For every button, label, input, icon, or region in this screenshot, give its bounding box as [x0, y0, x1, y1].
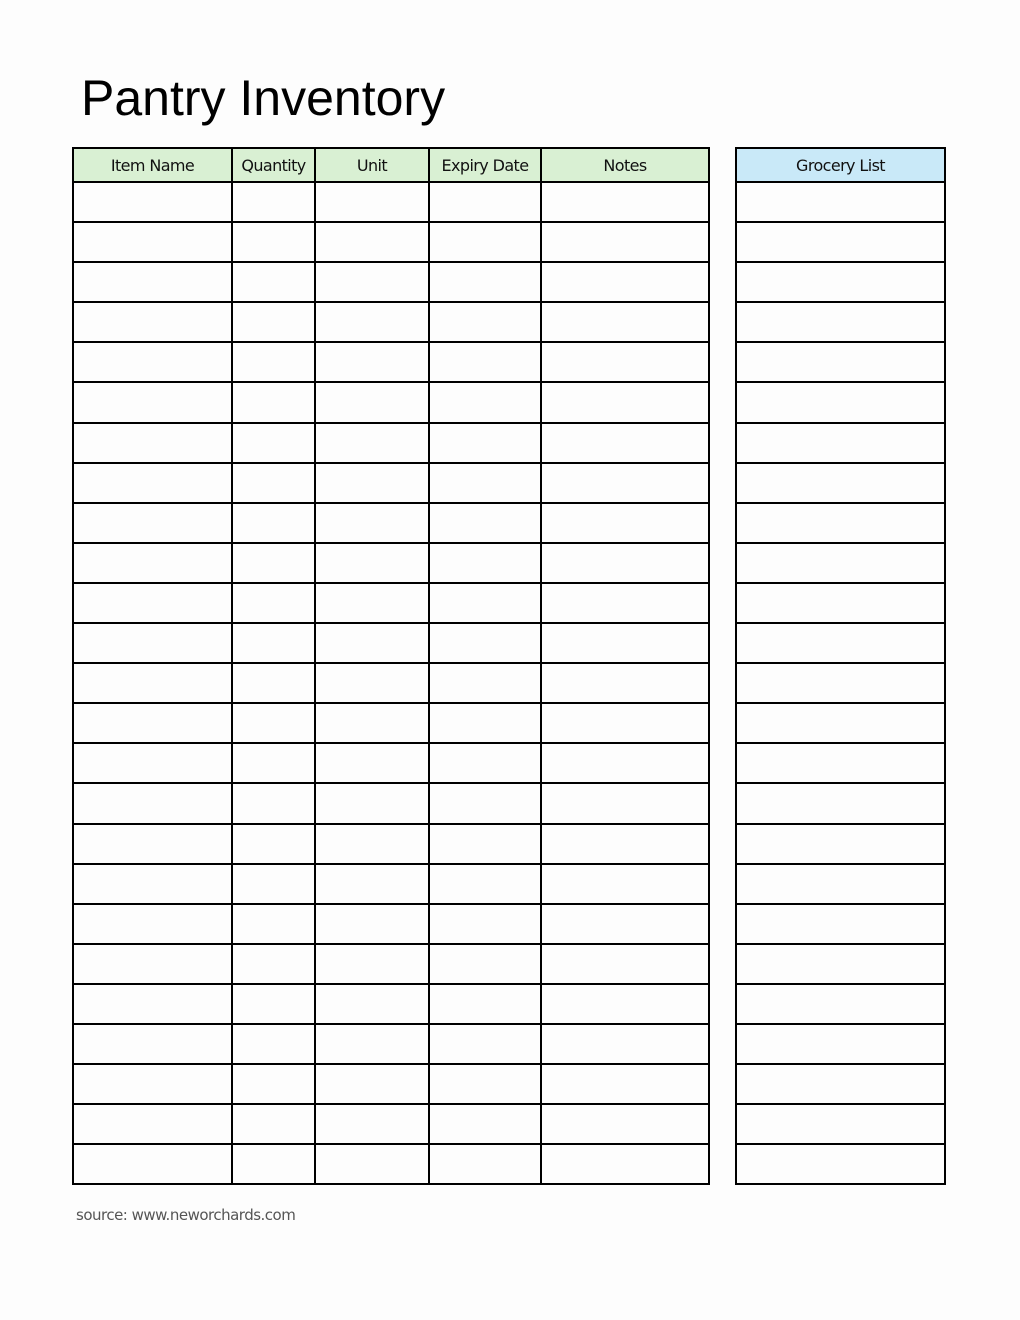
- table-cell[interactable]: [73, 783, 232, 823]
- table-row: [73, 222, 709, 262]
- source-footer: source: www.neworchards.com: [76, 1206, 296, 1224]
- table-row: [73, 1064, 709, 1104]
- table-cell[interactable]: [429, 222, 541, 262]
- table-row: [73, 1024, 709, 1064]
- table-cell[interactable]: [315, 1064, 429, 1104]
- table-cell[interactable]: [429, 824, 541, 864]
- table-cell[interactable]: [73, 743, 232, 783]
- grocery-cell[interactable]: [736, 864, 945, 904]
- table-cell[interactable]: [541, 182, 709, 222]
- grocery-cell[interactable]: [736, 904, 945, 944]
- table-cell[interactable]: [315, 503, 429, 543]
- grocery-cell[interactable]: [736, 743, 945, 783]
- table-cell[interactable]: [429, 543, 541, 583]
- table-row: [736, 1104, 945, 1144]
- table-row: [73, 1104, 709, 1144]
- table-row: [73, 703, 709, 743]
- grocery-list-table: [735, 147, 946, 1185]
- table-cell[interactable]: [232, 824, 315, 864]
- column-header-item-name: Item Name: [73, 148, 232, 182]
- table-cell[interactable]: [315, 583, 429, 623]
- grocery-cell[interactable]: [736, 824, 945, 864]
- table-row: [736, 1064, 945, 1104]
- table-row: [736, 222, 945, 262]
- grocery-cell[interactable]: [736, 262, 945, 302]
- table-row: [73, 583, 709, 623]
- table-cell[interactable]: [73, 663, 232, 703]
- grocery-cell[interactable]: [736, 583, 945, 623]
- table-cell[interactable]: [73, 302, 232, 342]
- table-cell[interactable]: [315, 623, 429, 663]
- table-row: [736, 1024, 945, 1064]
- table-row: [736, 503, 945, 543]
- table-cell[interactable]: [73, 864, 232, 904]
- table-cell[interactable]: [429, 302, 541, 342]
- table-cell[interactable]: [73, 984, 232, 1024]
- table-cell[interactable]: [232, 302, 315, 342]
- table-cell[interactable]: [232, 783, 315, 823]
- table-cell[interactable]: [315, 944, 429, 984]
- table-cell[interactable]: [232, 1064, 315, 1104]
- table-row: [736, 783, 945, 823]
- table-cell[interactable]: [232, 382, 315, 422]
- table-cell[interactable]: [73, 1064, 232, 1104]
- grocery-cell[interactable]: [736, 944, 945, 984]
- table-row: [73, 984, 709, 1024]
- column-header-unit: Unit: [315, 148, 429, 182]
- table-cell[interactable]: [429, 904, 541, 944]
- grocery-cell[interactable]: [736, 1144, 945, 1184]
- table-row: [73, 302, 709, 342]
- table-cell[interactable]: [541, 984, 709, 1024]
- table-row: [73, 743, 709, 783]
- table-cell[interactable]: [429, 1144, 541, 1184]
- table-cell[interactable]: [315, 342, 429, 382]
- grocery-rows: [736, 182, 945, 1184]
- table-row: [73, 904, 709, 944]
- column-header-quantity: Quantity: [232, 148, 315, 182]
- table-cell[interactable]: [429, 1104, 541, 1144]
- grocery-cell[interactable]: [736, 1104, 945, 1144]
- grocery-cell[interactable]: [736, 783, 945, 823]
- table-cell[interactable]: [315, 783, 429, 823]
- table-cell[interactable]: [541, 1104, 709, 1144]
- table-cell[interactable]: [232, 583, 315, 623]
- table-cell[interactable]: [315, 182, 429, 222]
- table-cell[interactable]: [232, 703, 315, 743]
- table-cell[interactable]: [73, 623, 232, 663]
- table-row: [73, 623, 709, 663]
- table-row: [73, 824, 709, 864]
- table-cell[interactable]: [232, 1104, 315, 1144]
- table-row: [73, 543, 709, 583]
- table-cell[interactable]: [73, 543, 232, 583]
- table-cell[interactable]: [429, 262, 541, 302]
- table-cell[interactable]: [232, 1024, 315, 1064]
- table-row: [736, 984, 945, 1024]
- table-cell[interactable]: [73, 1024, 232, 1064]
- grocery-cell[interactable]: [736, 623, 945, 663]
- table-cell[interactable]: [429, 743, 541, 783]
- table-row: [73, 423, 709, 463]
- grocery-cell[interactable]: [736, 503, 945, 543]
- table-row: [73, 503, 709, 543]
- table-cell[interactable]: [541, 663, 709, 703]
- table-cell[interactable]: [429, 423, 541, 463]
- table-cell[interactable]: [315, 1024, 429, 1064]
- table-row: [736, 623, 945, 663]
- table-row: [736, 864, 945, 904]
- table-cell[interactable]: [232, 663, 315, 703]
- grocery-cell[interactable]: [736, 222, 945, 262]
- table-cell[interactable]: [429, 382, 541, 422]
- grocery-cell[interactable]: [736, 703, 945, 743]
- table-cell[interactable]: [232, 1144, 315, 1184]
- table-cell[interactable]: [541, 222, 709, 262]
- table-cell[interactable]: [429, 1024, 541, 1064]
- table-cell[interactable]: [429, 583, 541, 623]
- grocery-cell[interactable]: [736, 1064, 945, 1104]
- table-cell[interactable]: [541, 423, 709, 463]
- table-row: [736, 663, 945, 703]
- table-cell[interactable]: [429, 783, 541, 823]
- table-row: [736, 342, 945, 382]
- table-row: [736, 703, 945, 743]
- table-row: [73, 783, 709, 823]
- table-cell[interactable]: [541, 463, 709, 503]
- inventory-table: [72, 147, 710, 1185]
- table-cell[interactable]: [315, 703, 429, 743]
- table-cell[interactable]: [73, 583, 232, 623]
- table-cell[interactable]: [541, 944, 709, 984]
- table-cell[interactable]: [232, 463, 315, 503]
- table-cell[interactable]: [73, 182, 232, 222]
- table-cell[interactable]: [315, 904, 429, 944]
- table-cell[interactable]: [429, 623, 541, 663]
- table-cell[interactable]: [541, 262, 709, 302]
- table-cell[interactable]: [541, 1024, 709, 1064]
- table-cell[interactable]: [541, 743, 709, 783]
- table-cell[interactable]: [315, 1104, 429, 1144]
- grocery-cell[interactable]: [736, 663, 945, 703]
- table-cell[interactable]: [541, 623, 709, 663]
- table-cell[interactable]: [541, 703, 709, 743]
- table-cell[interactable]: [315, 824, 429, 864]
- table-row: [736, 543, 945, 583]
- table-cell[interactable]: [232, 623, 315, 663]
- table-row: [736, 1144, 945, 1184]
- grocery-cell[interactable]: [736, 302, 945, 342]
- inventory-rows: [73, 182, 709, 1184]
- table-row: [73, 663, 709, 703]
- table-cell[interactable]: [429, 984, 541, 1024]
- table-row: [736, 743, 945, 783]
- table-cell[interactable]: [429, 864, 541, 904]
- table-row: [736, 302, 945, 342]
- table-cell[interactable]: [232, 904, 315, 944]
- table-cell[interactable]: [73, 904, 232, 944]
- table-cell[interactable]: [541, 904, 709, 944]
- table-cell[interactable]: [541, 302, 709, 342]
- table-cell[interactable]: [232, 864, 315, 904]
- table-cell[interactable]: [73, 463, 232, 503]
- table-cell[interactable]: [232, 503, 315, 543]
- grocery-cell[interactable]: [736, 463, 945, 503]
- table-cell[interactable]: [73, 222, 232, 262]
- column-header-expiry-date: Expiry Date: [429, 148, 541, 182]
- table-cell[interactable]: [232, 262, 315, 302]
- table-cell[interactable]: [315, 1144, 429, 1184]
- table-row: [736, 944, 945, 984]
- table-cell[interactable]: [73, 503, 232, 543]
- grocery-cell[interactable]: [736, 984, 945, 1024]
- table-cell[interactable]: [315, 222, 429, 262]
- grocery-cell[interactable]: [736, 382, 945, 422]
- table-cell[interactable]: [429, 463, 541, 503]
- table-cell[interactable]: [541, 503, 709, 543]
- table-cell[interactable]: [232, 984, 315, 1024]
- table-cell[interactable]: [541, 1144, 709, 1184]
- table-cell[interactable]: [315, 663, 429, 703]
- table-row: [736, 262, 945, 302]
- table-cell[interactable]: [541, 783, 709, 823]
- table-cell[interactable]: [232, 342, 315, 382]
- table-cell[interactable]: [73, 342, 232, 382]
- table-cell[interactable]: [541, 1064, 709, 1104]
- table-cell[interactable]: [232, 543, 315, 583]
- table-cell[interactable]: [73, 944, 232, 984]
- table-row: [73, 864, 709, 904]
- table-row: [73, 182, 709, 222]
- page-title: Pantry Inventory: [81, 70, 446, 126]
- table-cell[interactable]: [232, 222, 315, 262]
- table-row: [73, 262, 709, 302]
- table-row: [736, 463, 945, 503]
- table-cell[interactable]: [429, 503, 541, 543]
- table-cell[interactable]: [315, 864, 429, 904]
- table-cell[interactable]: [73, 1144, 232, 1184]
- table-row: [736, 824, 945, 864]
- table-row: [736, 583, 945, 623]
- table-row: [73, 463, 709, 503]
- table-row: [73, 382, 709, 422]
- table-cell[interactable]: [429, 703, 541, 743]
- table-cell[interactable]: [541, 543, 709, 583]
- table-cell[interactable]: [73, 1104, 232, 1144]
- table-cell[interactable]: [315, 463, 429, 503]
- column-header-notes: Notes: [541, 148, 709, 182]
- table-cell[interactable]: [315, 302, 429, 342]
- table-cell[interactable]: [315, 984, 429, 1024]
- column-header-grocery-list: Grocery List: [736, 148, 945, 182]
- table-cell[interactable]: [429, 663, 541, 703]
- table-cell[interactable]: [73, 382, 232, 422]
- grocery-cell[interactable]: [736, 1024, 945, 1064]
- table-cell[interactable]: [315, 382, 429, 422]
- table-cell[interactable]: [232, 944, 315, 984]
- table-cell[interactable]: [429, 182, 541, 222]
- table-cell[interactable]: [541, 864, 709, 904]
- grocery-cell[interactable]: [736, 342, 945, 382]
- grocery-cell[interactable]: [736, 182, 945, 222]
- table-cell[interactable]: [73, 423, 232, 463]
- table-row: [73, 944, 709, 984]
- table-cell[interactable]: [315, 743, 429, 783]
- table-row: [736, 904, 945, 944]
- table-row: [736, 182, 945, 222]
- grocery-cell[interactable]: [736, 543, 945, 583]
- table-cell[interactable]: [541, 824, 709, 864]
- table-cell[interactable]: [232, 743, 315, 783]
- table-cell[interactable]: [541, 382, 709, 422]
- table-cell[interactable]: [541, 342, 709, 382]
- grocery-cell[interactable]: [736, 423, 945, 463]
- table-cell[interactable]: [73, 824, 232, 864]
- table-row: [736, 382, 945, 422]
- table-cell[interactable]: [315, 423, 429, 463]
- table-cell[interactable]: [315, 262, 429, 302]
- table-cell[interactable]: [429, 944, 541, 984]
- table-row: [73, 342, 709, 382]
- table-row: [736, 423, 945, 463]
- table-cell[interactable]: [73, 703, 232, 743]
- table-cell[interactable]: [429, 342, 541, 382]
- table-cell[interactable]: [541, 583, 709, 623]
- table-row: [73, 1144, 709, 1184]
- table-cell[interactable]: [232, 182, 315, 222]
- table-cell[interactable]: [315, 543, 429, 583]
- table-cell[interactable]: [429, 1064, 541, 1104]
- table-cell[interactable]: [232, 423, 315, 463]
- table-cell[interactable]: [73, 262, 232, 302]
